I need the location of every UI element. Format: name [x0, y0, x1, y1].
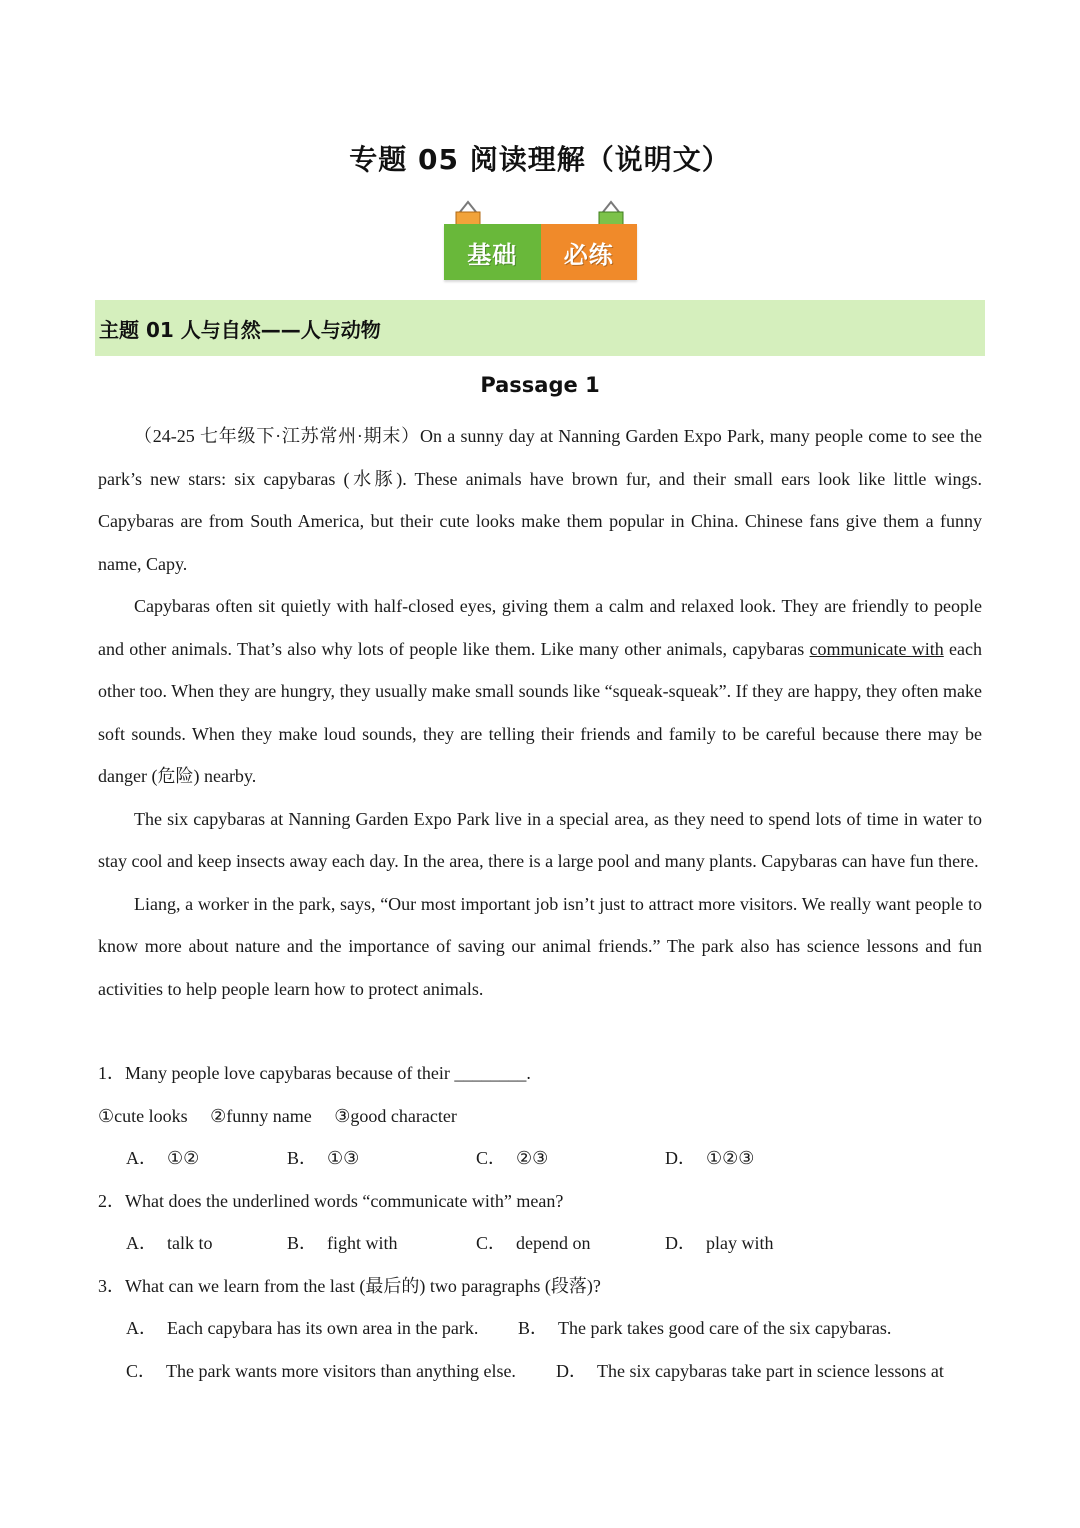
- passage-title: Passage 1: [480, 373, 600, 397]
- choice-item: ①cute looks: [98, 1105, 188, 1126]
- question-1-choices: [98, 1095, 982, 1138]
- option-a[interactable]: A． talk to: [126, 1233, 213, 1253]
- paragraph-1: （24-25 七年级下·江苏常州·期末）On a sunny day at Nanning Garden Expo Park, many people come to see the park’s new stars: six capybaras (水豚). These animals have brown fur, and their small ears look like little wings. Capybaras are from South America, but their cute looks make them popular in China. Chinese fans give them a funny name, Capy.: [98, 426, 982, 574]
- topic-label: 主题 01 人与自然——人与动物: [99, 317, 381, 342]
- option-c[interactable]: C． The park wants more visitors than anything else.: [126, 1360, 516, 1381]
- paragraph-2-part-b: each other too. When they are hungry, they usually make small sounds like “squeak-squeak”. If they are happy, they often make soft sounds. When they make loud sounds, they are telling their friends and family to be careful because there may be danger (危险) nearby.: [98, 638, 982, 786]
- choice-item: ②funny name: [210, 1105, 312, 1126]
- badge-right-label: 必练: [541, 224, 638, 280]
- question-2-stem: 2．What does the underlined words “communicate with” mean?: [98, 1190, 564, 1211]
- badge-left-label: 基础: [444, 224, 541, 280]
- paragraph-2: [98, 585, 982, 798]
- underlined-phrase: communicate with: [809, 638, 944, 659]
- document-title: 专题 05 阅读理解（说明文）: [349, 143, 731, 176]
- question-1-stem: 1．Many people love capybaras because of their ________.: [98, 1063, 531, 1083]
- question-3-options-row-1: [98, 1307, 982, 1350]
- paragraph-2-part-a: Capybaras often sit quietly with half-closed eyes, giving them a calm and relaxed look. They are friendly to people and other animals. That’s also why lots of people like them. Like many other animals, capybaras: [98, 596, 982, 659]
- option-b[interactable]: B． fight with: [287, 1233, 398, 1253]
- question-3-stem: 3．What can we learn from the last (最后的) two paragraphs (段落)?: [98, 1275, 601, 1296]
- question-list: [98, 1052, 982, 1392]
- question-3-options-row-2: [98, 1350, 982, 1393]
- topic-banner: [95, 300, 985, 356]
- option-d[interactable]: D． ①②③: [665, 1148, 755, 1168]
- option-d[interactable]: D． play with: [665, 1233, 774, 1253]
- badge-box: [444, 224, 637, 280]
- paragraph-4: Liang, a worker in the park, says, “Our most important job isn’t just to attract more visitors. We really want people to know more about nature and the importance of saving our animal friends.” The park also has science lessons and fun activities to help people learn how to protect animals.: [98, 893, 982, 999]
- paragraph-3: The six capybaras at Nanning Garden Expo Park live in a special area, as they need to spend lots of time in water to stay cool and keep insects away each day. In the area, there is a large pool and many plants. Capybaras can have fun there.: [98, 808, 982, 871]
- question-2-options: [98, 1222, 982, 1265]
- option-a[interactable]: A． Each capybara has its own area in the park.: [126, 1318, 479, 1338]
- option-c[interactable]: C． depend on: [476, 1233, 591, 1253]
- option-d[interactable]: D． The six capybaras take part in science lessons at: [556, 1360, 944, 1381]
- question-1-options: [98, 1137, 982, 1180]
- option-b[interactable]: B． ①③: [287, 1148, 360, 1168]
- passage-body: [98, 415, 982, 1010]
- choice-item: ③good character: [334, 1105, 457, 1126]
- option-c[interactable]: C． ②③: [476, 1148, 549, 1168]
- section-badge: [444, 200, 637, 282]
- option-a[interactable]: A． ①②: [126, 1148, 200, 1168]
- option-b[interactable]: B． The park takes good care of the six capybaras.: [518, 1318, 892, 1338]
